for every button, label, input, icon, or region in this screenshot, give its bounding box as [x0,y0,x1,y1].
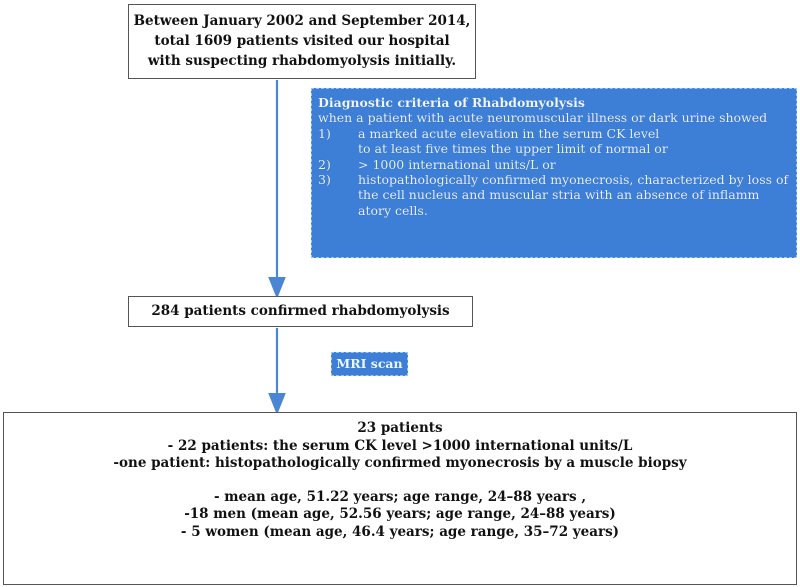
final-line-6: -18 men (mean age, 52.56 years; age range, 24–88 years) [184,506,616,522]
criteria-item-1 [318,126,790,141]
criteria-item-number: 3) [318,172,331,188]
diagnostic-criteria-panel [311,88,797,258]
criteria-item-2 [318,157,790,172]
criteria-title: Diagnostic criteria of Rhabdomyolysis [318,95,585,110]
criteria-item-text: histopathologically confirmed myonecrosis, characterized by loss of the cell nucleus and muscular stria with an absence of inflamm atory cells. [358,172,789,218]
final-line-7: - 5 women (mean age, 46.4 years; age range, 35–72 years) [180,523,620,540]
final-patients-box [3,412,797,585]
final-line-2: - 22 patients: the serum CK level >1000 international units/L [167,437,633,454]
criteria-item-3 [318,172,790,218]
criteria-item-1-continuation: to at least five times the upper limit of normal or [358,141,668,157]
criteria-item-number: 2) [318,156,331,172]
mri-scan-label: MRI scan [331,352,408,376]
criteria-item-text: > 1000 international units/L or [358,156,556,172]
start-line-3: with suspecting rhabdomyolysis initially. [147,53,457,69]
start-patients-box [128,4,476,79]
start-line-1: Between January 2002 and September 2014, [133,13,471,29]
criteria-intro: when a patient with acute neuromuscular illness or dark urine showed [318,110,768,126]
final-line-5: - mean age, 51.22 years; age range, 24–88 years , [213,488,587,505]
final-line-1: 23 patients [357,420,443,436]
criteria-item-text: a marked acute elevation in the serum CK level [358,125,660,141]
criteria-item-number: 1) [318,125,331,141]
confirmed-patients-box [128,296,473,327]
final-line-3: -one patient: histopathologically confirmed myonecrosis by a muscle biopsy [113,455,687,471]
start-line-2: total 1609 patients visited our hospital [154,33,450,49]
confirmed-text: 284 patients confirmed rhabdomyolysis [151,303,450,319]
final-spacer [4,473,796,489]
